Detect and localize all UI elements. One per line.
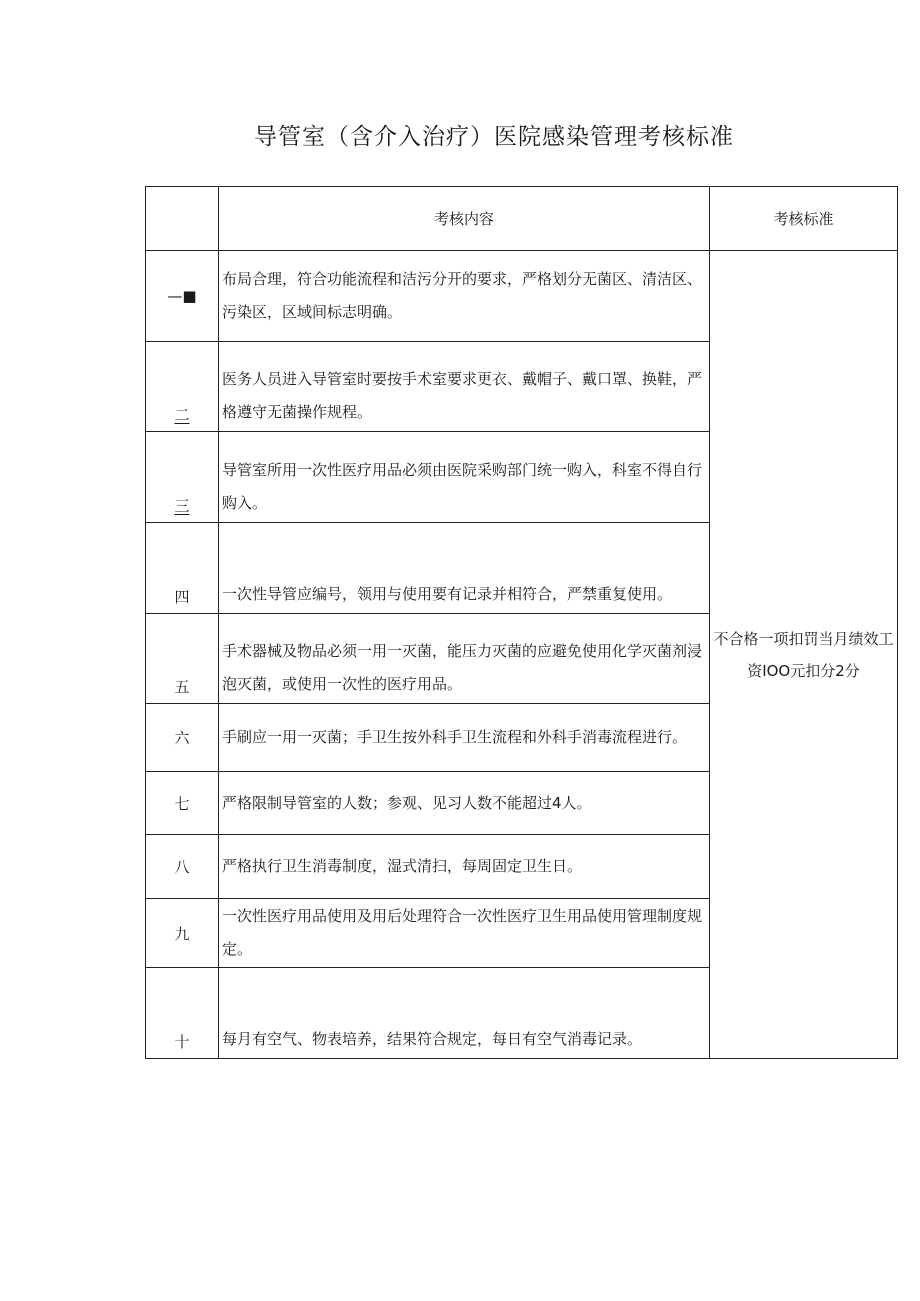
row-content: 导管室所用一次性医疗用品必须由医院采购部门统一购入，科室不得自行购入。: [219, 432, 710, 523]
row-number-label: 二: [174, 406, 190, 424]
row-number: —■: [146, 251, 219, 342]
header-standard: 考核标准: [710, 187, 898, 251]
row-content: 一次性导管应编号，领用与使用要有记录并相符合，严禁重复使用。: [219, 523, 710, 614]
row-number: [146, 342, 219, 432]
row-number: 九: [146, 899, 219, 968]
row-content: 布局合理，符合功能流程和洁污分开的要求，严格划分无菌区、清洁区、污染区，区域间标志明确。: [219, 251, 710, 342]
row-number: 七: [146, 772, 219, 835]
header-number: [146, 187, 219, 251]
row-number: 六: [146, 704, 219, 772]
row-content: 手术器械及物品必须一用一灭菌，能压力灭菌的应避免使用化学灭菌剂浸泡灭菌，或使用一次性的医疗用品。: [219, 614, 710, 704]
row-content: 手刷应一用一灭菌；手卫生按外科手卫生流程和外科手消毒流程进行。: [219, 704, 710, 772]
table-row: [146, 251, 898, 342]
row-number: 八: [146, 835, 219, 899]
row-number: 十: [146, 968, 219, 1059]
page-title: 导管室（含介入治疗）医院感染管理考核标准: [254, 124, 734, 150]
table-header-row: [146, 187, 898, 251]
assessment-standard: 不合格一项扣罚当月绩效工资IOO元扣分2分: [710, 251, 898, 1059]
row-number: 四: [146, 523, 219, 614]
row-content: 严格执行卫生消毒制度，湿式清扫，每周固定卫生日。: [219, 835, 710, 899]
row-content: 严格限制导管室的人数；参观、见习人数不能超过4人。: [219, 772, 710, 835]
row-number: 五: [146, 614, 219, 704]
row-number: [146, 432, 219, 523]
header-content: 考核内容: [219, 187, 710, 251]
row-content: 每月有空气、物表培养，结果符合规定，每日有空气消毒记录。: [219, 968, 710, 1059]
row-content: 医务人员进入导管室时要按手术室要求更衣、戴帽子、戴口罩、换鞋，严格遵守无菌操作规程。: [219, 342, 710, 432]
assessment-table: [145, 186, 898, 1059]
row-content: 一次性医疗用品使用及用后处理符合一次性医疗卫生用品使用管理制度规定。: [219, 899, 710, 968]
row-number-label: 三: [174, 497, 190, 515]
